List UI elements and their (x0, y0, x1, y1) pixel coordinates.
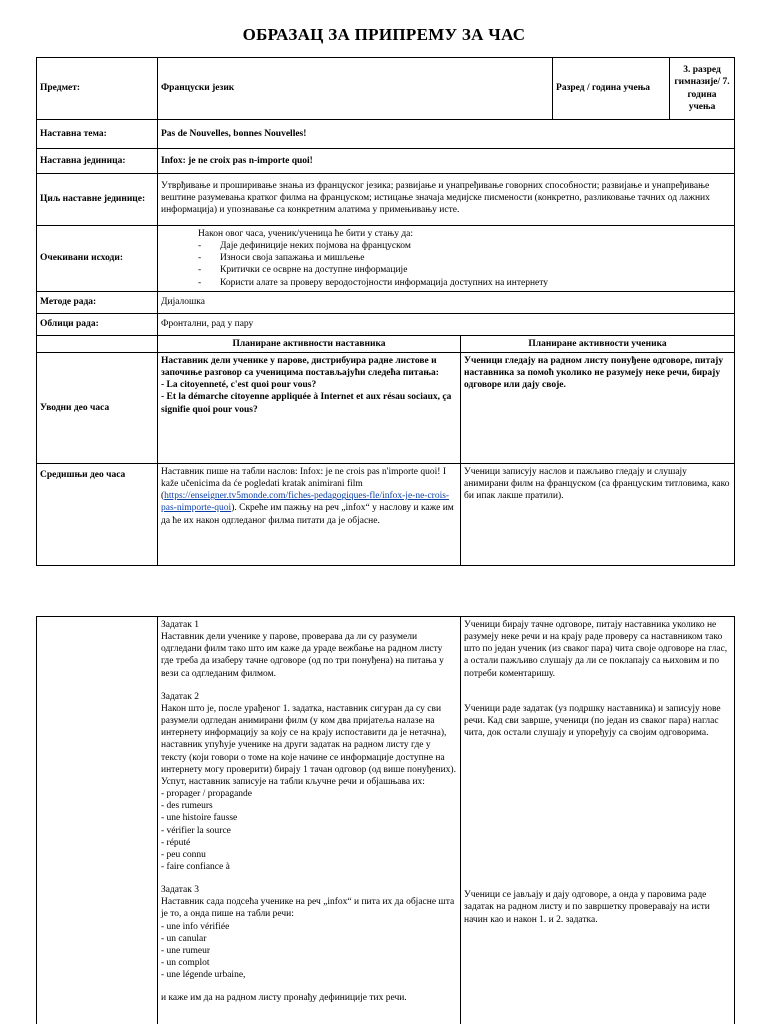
continuation-table (36, 616, 735, 1024)
grade-value: 3. разред гимназије/ 7. година учења (670, 58, 735, 120)
theme-label: Наставна тема: (37, 120, 158, 149)
task3-title: Задатак 3 (161, 885, 200, 896)
task2-title: Задатак 2 (161, 691, 200, 702)
outcomes-row (37, 226, 735, 292)
intro-row (37, 352, 735, 463)
methods-label: Методе рада: (37, 291, 158, 313)
list-item: - un canular (161, 933, 207, 944)
methods-value: Дијалошка (158, 291, 735, 313)
student-header: Планиране активности ученика (461, 335, 735, 352)
list-item: - Користи алате за проверу веродостојности информација доступних на интернету (198, 277, 731, 289)
outcomes-cell (158, 226, 735, 292)
forms-value: Фронтални, рад у пару (158, 313, 735, 335)
teacher-header: Планиране активности наставника (158, 335, 461, 352)
list-item: - Критички се осврне на доступне информације (198, 264, 731, 276)
central-row (37, 463, 735, 565)
unit-value: Infox: je ne croix pas n-importe quoi! (158, 149, 735, 174)
task2-text: Након што је, после урађеног 1. задатка, наставник сигуран да су сви разумели одгледан анимирани филм (у ком два пријатеља налазе на интернету информацију за коју се на крају испоставити да је нетачна), наставник упућује ученике на други задатак на радном листу где у тексту (који говори о томе на које начине се информације доступне на интернету могу проверити) бирају 1 тачан одговор (од више понуђених). Успут, наставник записује на табли кључне речи и објашњава их: (161, 703, 456, 787)
forms-row (37, 313, 735, 335)
intro-label: Уводни део часа (37, 352, 158, 463)
grade-label: Разред / година учења (553, 58, 670, 120)
list-item: - Износи своја запажања и мишљење (198, 252, 731, 264)
student-task3: Ученици се јављају и дају одговоре, а онда у паровима раде задатак на радном листу и по завршетку проверавају на исти начин као и након 1. и 2. задатка. (464, 890, 710, 925)
intro-question: - Et la démarche citoyenne appliquée à Internet et aux résau sociaux, ça signifie quoi pour vous? (161, 392, 452, 415)
empty-cell (37, 335, 158, 352)
subject-value: Француски језик (158, 58, 553, 120)
task3-end: и каже им да на радном листу пронађу дефиниције тих речи. (161, 993, 407, 1004)
theme-value: Pas de Nouvelles, bonnes Nouvelles! (158, 120, 735, 149)
forms-label: Облици рада: (37, 313, 158, 335)
list-item: - un complot (161, 958, 210, 969)
task1-text: Наставник дели ученике у парове, проверава да ли су разумели одгледани филм тако што им каже да ураде вежбање на радном листу где треба да изаберу тачне одговоре (од по три понуђена) на питања у вези са одгледаним филмом. (161, 632, 444, 679)
central-teacher-text: Наставник пише на табли наслов: Infox: je ne crois pas n'importe quoi! I kaže učenicima da će pogledati kratak animirani film ( (161, 466, 446, 502)
list-item: - une légende urbaine, (161, 970, 246, 981)
outcomes-list (198, 240, 731, 289)
list-item: - peu connu (161, 849, 206, 860)
tasks-teacher (158, 617, 461, 1024)
tasks-student (461, 617, 735, 1024)
unit-row (37, 149, 735, 174)
list-item: - une info vérifiée (161, 921, 230, 932)
list-item: - réputé (161, 837, 191, 848)
lesson-plan-table (36, 57, 735, 566)
unit-label: Наставна јединица: (37, 149, 158, 174)
list-item: - une histoire fausse (161, 813, 238, 824)
list-item: - vérifier la source (161, 825, 231, 836)
student-task1: Ученици бирају тачне одговоре, питају наставника уколико не разумеју неке речи и на крају раде проверу са наставником тако што по један ученик (из сваког пара) чита своје одговоре на глас, а остали пажљиво слушају да ли се поклапају са њиховим и по потреби коментаришу. (464, 620, 728, 679)
central-teacher-text-end: ). Скреће им пажњу на реч „infox“ у наслову и каже им да ће их након одгледаног филма питати да је објасне. (161, 503, 454, 526)
outcomes-label: Очекивани исходи: (37, 226, 158, 292)
methods-row (37, 291, 735, 313)
student-task2: Ученици раде задатак (уз подршку наставника) и записују нове речи. Кад сви заврше, ученици (по један из сваког пара) наглас чита, док остали слушају и упоређују са својим одговорима. (464, 703, 721, 739)
list-item: - une rumeur (161, 945, 211, 956)
tasks-row (37, 617, 735, 1024)
central-label: Средишњи део часа (37, 463, 158, 565)
empty-cell (37, 617, 158, 1024)
list-item: - Даје дефиниције неких појмова на француском (198, 240, 731, 252)
list-item: - faire confiance à (161, 861, 230, 872)
film-link[interactable]: https://enseigner.tv5monde.com/fiches-pedagogiques-fle/infox-je-ne-crois-pas-nimporte-quoi (161, 491, 450, 514)
list-item: - propager / propagande (161, 789, 253, 800)
intro-question: - La citoyenneté, c'est quoi pour vous? (161, 380, 317, 391)
goal-label: Циљ наставне јединице: (37, 174, 158, 226)
list-item: - des rumeurs (161, 801, 213, 812)
intro-teacher (158, 352, 461, 463)
subject-row (37, 58, 735, 120)
central-student: Ученици записују наслов и пажљиво гледају и слушају анимирани филм на француском (са француским титловима, како би ипак лакше пратили). (461, 463, 735, 565)
intro-student: Ученици гледају на радном листу понуђене одговоре, питају наставника за помоћ уколико не разумеју неке речи, бирају одговоре или дају своје. (461, 352, 735, 463)
goal-value: Утврђивање и проширивање знања из француског језика; развијање и унапређивање говорних способности; развијање и унапређивање вештине разумевања кратког филма на француском; истицање значаја медијске писмености (конкретно, разликовање тачних од лажних информација) и упознавање са конкретним алатима у примењивању исте. (158, 174, 735, 226)
intro-teacher-text: Наставник дели ученике у парове, дистрибуира радне листове и започиње разговор са ученицима постављајући следећа питања: (161, 355, 439, 379)
task3-text: Наставник сада подсећа ученике на реч „infox“ и пита их да објасне шта је то, а онда пише на табли речи: (161, 897, 455, 920)
page-title: ОБРАЗАЦ ЗА ПРИПРЕМУ ЗА ЧАС (242, 25, 526, 44)
outcomes-intro: Након овог часа, ученик/ученица ће бити у стању да: (198, 229, 414, 239)
task1-title: Задатак 1 (161, 620, 200, 630)
central-teacher (158, 463, 461, 565)
theme-row (37, 120, 735, 149)
subject-label: Предмет: (37, 58, 158, 120)
activities-header-row (37, 335, 735, 352)
goal-row (37, 174, 735, 226)
